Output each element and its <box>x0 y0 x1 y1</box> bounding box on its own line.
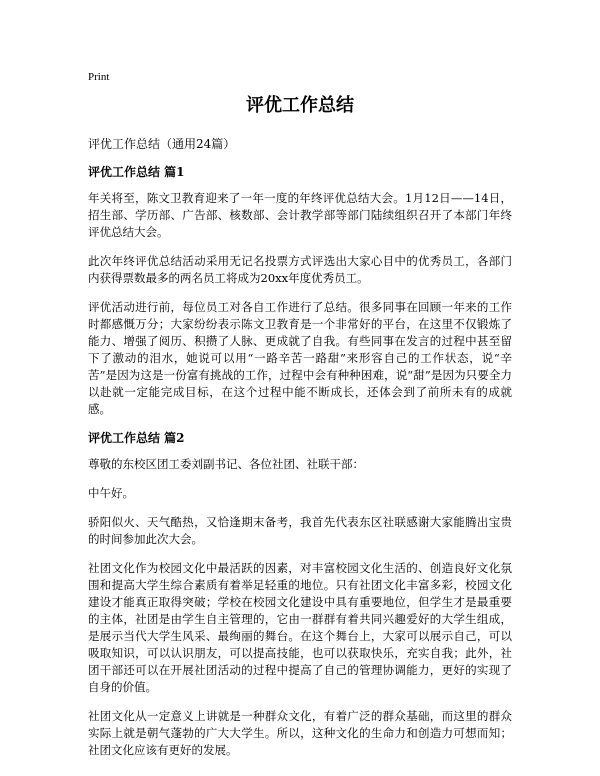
document-title: 评优工作总结 <box>246 95 354 116</box>
document-subtitle: 评优工作总结（通用24篇） <box>88 137 236 151</box>
paragraph: 评优活动进行前，每位员工对各自工作进行了总结。很多同事在回顾一年来的工作时都感慨万分；大家纷纷表示陈文卫教育是一个非常好的平台，在这里不仅锻炼了能力、增强了阅历、积攒了人脉、更成就了自我。有些同事在发言的过程中甚至留下了激动的泪水，她说可以用“一路辛苦一路甜”来形容自己的工作状态，说“辛苦”是因为这是一份富有挑战的工作，过程中会有种种困难，说“甜”是因为只要全力以赴就一定能完成目标，在这个过程中能不断成长，还体会到了前所未有的成就感。 <box>88 300 512 416</box>
paragraph: 中午好。 <box>88 486 134 500</box>
paragraph: 社团文化从一定意义上讲就是一种群众文化，有着广泛的群众基础，而这里的群众实际上就是朝气蓬勃的广大大学生。所以，这种文化的生命力和创造力可想而知；社团文化应该有更好的发展。 <box>88 709 512 757</box>
paragraph: 社团文化作为校园文化中最活跃的因素，对丰富校园文化生活的、创造良好文化氛围和提高大学生综合素质有着举足轻重的地位。只有社团文化丰富多彩，校园文化建设才能真正取得突破；学校在校园文化建设中具有重要地位，但学生才是最重要的主体，社团是由学生自主管理的，它由一群群有着共同兴趣爱好的大学生组成，是展示当代大学生风采、最绚丽的舞台。在这个舞台上，大家可以展示自己，可以吸取知识，可以认识朋友，可以提高技能，也可以获取快乐，充实自我；此外，社团干部还可以在开展社团活动的过程中提高了自己的管理协调能力，更好的实现了自身的价值。 <box>88 561 512 694</box>
paragraph: 年关将至，陈文卫教育迎来了一年一度的年终评优总结大会。1月12日——14日，招生部、学历部、广告部、核数部、会计教学部等部门陆续组织召开了本部门年终评优总结大会。 <box>88 191 512 239</box>
section-heading: 评优工作总结 篇2 <box>88 431 185 445</box>
section-1 <box>88 164 512 418</box>
print-label[interactable]: Print <box>88 71 110 83</box>
paragraph: 尊敬的东校区团工委刘副书记、各位社团、社联干部： <box>88 457 364 471</box>
section-2 <box>88 430 512 759</box>
paragraph: 此次年终评优总结活动采用无记名投票方式评选出大家心目中的优秀员工，各部门内获得票数最多的两名员工将成为20xx年度优秀员工。 <box>88 254 512 285</box>
section-heading: 评优工作总结 篇1 <box>88 165 185 179</box>
paragraph: 骄阳似火、天气酷热，又恰逢期末备考，我首先代表东区社联感谢大家能腾出宝贵的时间参加此次大会。 <box>88 515 512 546</box>
